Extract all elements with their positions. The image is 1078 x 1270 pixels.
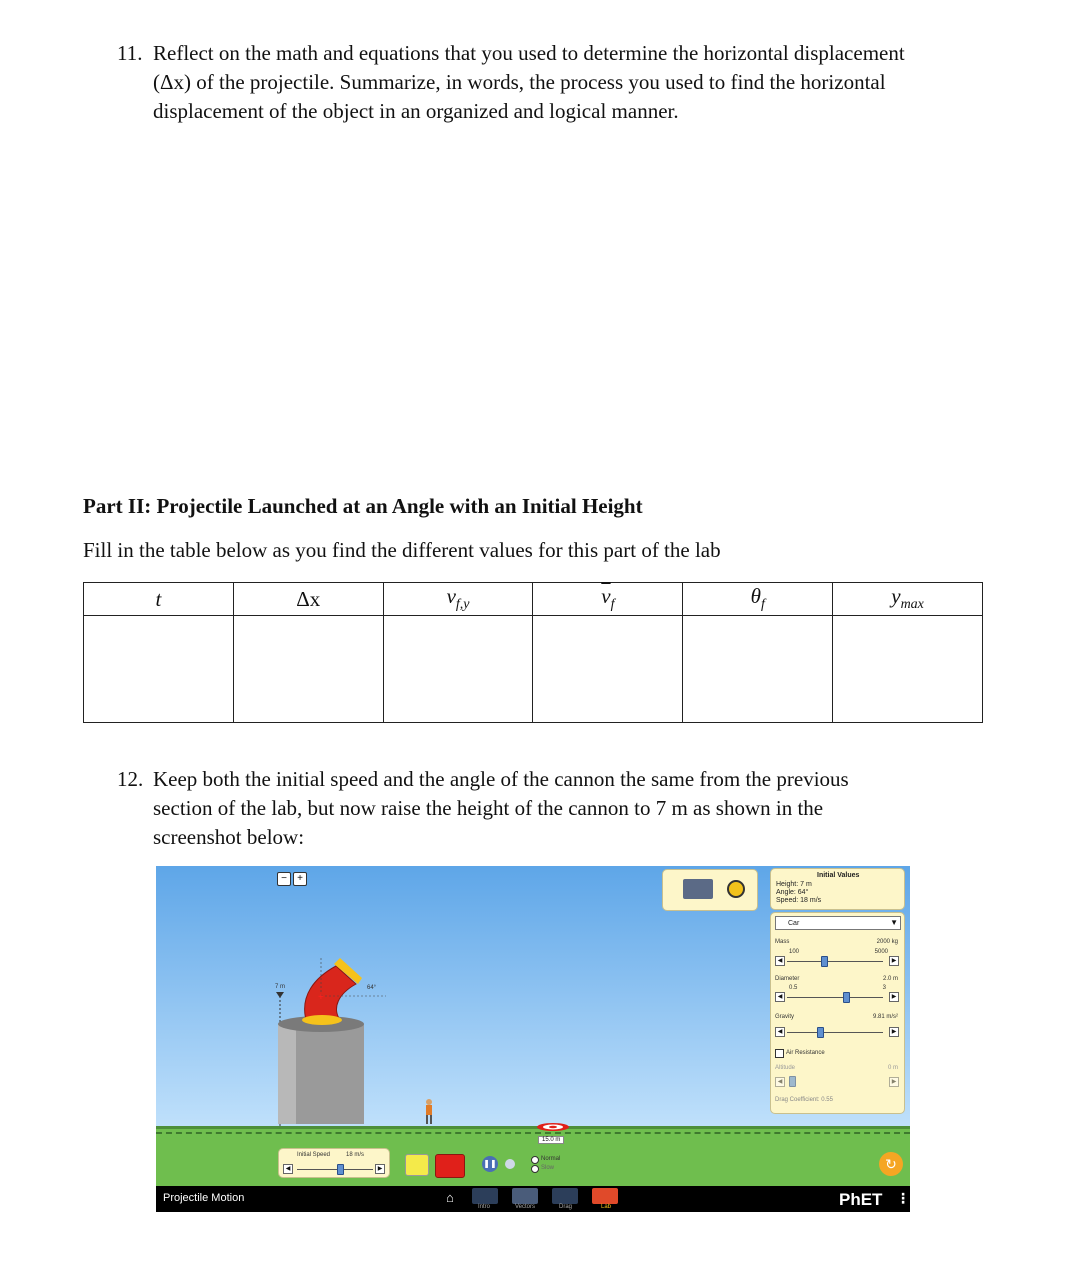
instructions: Fill in the table below as you find the different values for this part of the lab: [83, 538, 721, 562]
person-figure: [422, 1098, 436, 1126]
home-icon[interactable]: ⌂: [446, 1190, 454, 1205]
question-text-line: (Δx) of the projectile. Summarize, in words, the process you used to find the horizontal: [153, 70, 886, 94]
header-vfy: $v_{f,y}$: [383, 583, 533, 616]
gravity-label: Gravity: [775, 1014, 795, 1020]
phet-logo[interactable]: PhET: [839, 1190, 883, 1209]
diameter-slider[interactable]: [787, 997, 883, 998]
drag-coefficient: Drag Coefficient: 0.55: [775, 1097, 833, 1103]
step-icon[interactable]: [505, 1159, 515, 1169]
mass-slider[interactable]: [787, 961, 883, 962]
initial-speed-label: Initial Speed: [297, 1152, 331, 1158]
question-text-line: screenshot below:: [153, 825, 305, 849]
section-title: Part II: Projectile Launched at an Angle with an Initial Height: [83, 494, 643, 518]
question-number: 12.: [117, 767, 144, 791]
header-dx: Δx: [233, 583, 383, 616]
mass-label: Mass: [775, 939, 790, 945]
speed-slider[interactable]: [297, 1169, 373, 1170]
speed-increase-button[interactable]: ▶: [375, 1164, 385, 1174]
normal-speed-radio[interactable]: [531, 1156, 539, 1164]
altitude-label: Altitude: [775, 1065, 796, 1071]
altitude-increase-button[interactable]: ▶: [889, 1077, 899, 1087]
height-handle-icon[interactable]: [276, 992, 284, 998]
header-vf: $\overline{v}_f$: [533, 583, 683, 616]
tools-panel: [662, 869, 758, 911]
gravity-increase-button[interactable]: ▶: [889, 1027, 899, 1037]
zoom-out-icon[interactable]: −: [277, 872, 291, 886]
header-theta-f: $\theta_f$: [683, 583, 833, 616]
altitude-decrease-button[interactable]: ◀: [775, 1077, 785, 1087]
normal-speed-label: Normal: [541, 1156, 561, 1162]
menu-icon[interactable]: ⋮: [896, 1190, 910, 1206]
target-icon[interactable]: [536, 1122, 570, 1132]
slow-speed-radio[interactable]: [531, 1165, 539, 1173]
tape-measure-icon[interactable]: [727, 880, 745, 898]
altitude-value: 0 m: [887, 1065, 898, 1071]
panel-title: Initial Values: [817, 872, 860, 879]
diameter-slider-thumb[interactable]: [843, 992, 850, 1003]
table-header-row: [84, 583, 983, 616]
chevron-down-icon: ▼: [890, 918, 898, 927]
slow-speed-label: Slow: [541, 1165, 555, 1171]
screen-drag-label[interactable]: Drag: [559, 1204, 573, 1210]
question-11: [117, 39, 905, 126]
diameter-increase-button[interactable]: ▶: [889, 992, 899, 1002]
mass-decrease-button[interactable]: ◀: [775, 956, 785, 966]
question-text-line: section of the lab, but now raise the height of the cannon to 7 m as shown in the: [153, 796, 824, 820]
pause-icon[interactable]: ❚❚: [482, 1156, 498, 1172]
cannon-scene: [266, 956, 406, 1136]
screen-drag-icon[interactable]: [552, 1188, 578, 1204]
initial-values-panel: [770, 868, 905, 910]
question-number: 11.: [117, 41, 143, 65]
air-resistance-label: Air Resistance: [786, 1050, 825, 1056]
screen-vectors-label[interactable]: Vectors: [515, 1204, 536, 1210]
diameter-decrease-button[interactable]: ◀: [775, 992, 785, 1002]
mass-increase-button[interactable]: ▶: [889, 956, 899, 966]
properties-panel: Car ▼ Mass 2000 kg 100 5000 ◀ ▶ Diameter 2.0 m 0.5 3 ◀ ▶ Gravity 9.81 m/s² ◀ ▶ Air Resistance Altitude 0 m ◀ ▶ Drag Coefficient: 0.55: [770, 912, 905, 1114]
speed-decrease-button[interactable]: ◀: [283, 1164, 293, 1174]
gravity-decrease-button[interactable]: ◀: [775, 1027, 785, 1037]
screen-lab-label[interactable]: Lab: [601, 1204, 612, 1210]
table-row: [84, 616, 983, 723]
table-cell[interactable]: [383, 616, 533, 723]
pivot-crosshair-icon[interactable]: +: [318, 992, 324, 1003]
height-label: 7 m: [275, 984, 286, 990]
screen-vectors-icon[interactable]: [512, 1188, 538, 1204]
stopwatch-icon[interactable]: [683, 879, 713, 899]
reset-icon[interactable]: ↻: [879, 1152, 903, 1176]
fire-button[interactable]: [435, 1154, 465, 1178]
zoom-in-icon[interactable]: +: [293, 872, 307, 886]
initial-speed-control: [278, 1148, 390, 1178]
speed-value: Speed: 18 m/s: [776, 897, 822, 904]
object-select[interactable]: Car ▼: [775, 916, 901, 930]
diameter-value: 2.0 m: [882, 976, 898, 982]
question-text-line: Keep both the initial speed and the angle of the cannon the same from the previous: [153, 767, 849, 791]
data-table: [83, 582, 983, 723]
target-distance[interactable]: 15.0 m: [538, 1136, 564, 1144]
header-t: t: [84, 583, 234, 616]
header-ymax: $y_{max}$: [833, 583, 983, 616]
table-cell[interactable]: [84, 616, 234, 723]
angle-label: 64°: [367, 985, 377, 991]
question-12: [117, 765, 849, 852]
table-cell[interactable]: [833, 616, 983, 723]
nav-bar: [156, 1186, 910, 1212]
gravity-slider[interactable]: [787, 1032, 883, 1033]
eraser-button[interactable]: [405, 1154, 429, 1176]
screen-intro-label[interactable]: Intro: [478, 1204, 491, 1210]
gravity-slider-thumb[interactable]: [817, 1027, 824, 1038]
initial-speed-value: 18 m/s: [346, 1152, 365, 1158]
speed-slider-thumb[interactable]: [337, 1164, 344, 1175]
diameter-label: Diameter: [775, 976, 800, 982]
app-title: Projectile Motion: [163, 1192, 245, 1204]
air-resistance-checkbox[interactable]: [775, 1049, 784, 1058]
altitude-slider-thumb[interactable]: [789, 1076, 796, 1087]
mass-slider-thumb[interactable]: [821, 956, 828, 967]
table-cell[interactable]: [683, 616, 833, 723]
question-text-line: Reflect on the math and equations that you used to determine the horizontal displacement: [153, 41, 905, 65]
question-text-line: displacement of the object in an organized and logical manner.: [153, 99, 679, 123]
angle-value: Angle: 64°: [776, 889, 809, 896]
screen-lab-icon[interactable]: [592, 1188, 618, 1204]
table-cell[interactable]: [533, 616, 683, 723]
height-value: Height: 7 m: [776, 881, 812, 888]
screen-intro-icon[interactable]: [472, 1188, 498, 1204]
table-cell[interactable]: [233, 616, 383, 723]
gravity-value: 9.81 m/s²: [872, 1014, 898, 1020]
simulation-screenshot: [156, 866, 910, 1212]
mass-value: 2000 kg: [876, 939, 898, 945]
